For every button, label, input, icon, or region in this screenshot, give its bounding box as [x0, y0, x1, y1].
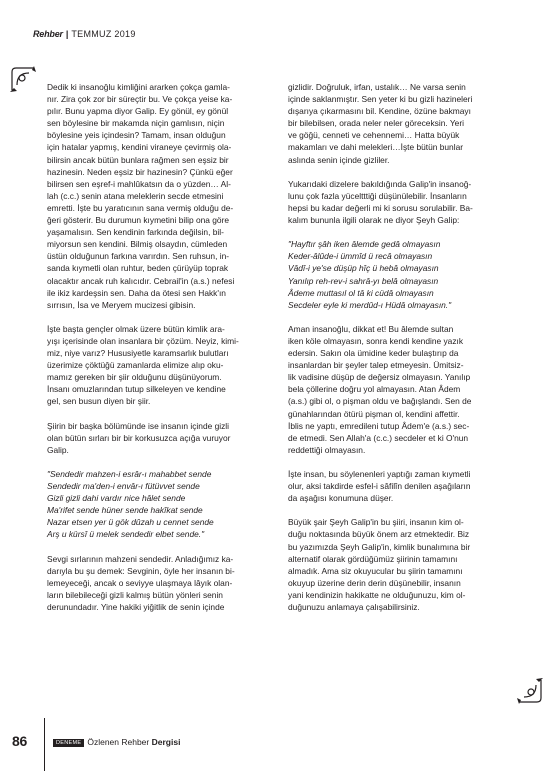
- text-line: miyorsun sen kendini. Bilmiş olsaydın, cümleden: [47, 239, 228, 250]
- text-line: hepsi bu kadar değerli mi ki sorusu sorulabilir. Ba-: [288, 202, 473, 213]
- text-line: gizlidir. Doğruluk, irfan, ustalık… Ne varsa senin: [288, 82, 466, 92]
- corner-ornament-bottom-right-icon: [515, 676, 545, 706]
- paragraph-gap: [47, 456, 277, 468]
- text-line: lah (c.c.) senin atana meleklerin secde etmesini: [47, 190, 224, 201]
- text-line: makamları ve dahi melekleri…İşte bütün bunlar: [288, 142, 464, 153]
- poem-line: "Hayftır şâh iken âlemde gedâ olmayasın: [288, 239, 441, 250]
- text-line: sanda kıymetli olan ruhtur, beden çürüyüp toprak: [47, 263, 229, 274]
- left-column: [47, 81, 277, 613]
- text-line: Dedik ki insanoğlu kimliğini ararken çokça gamla-: [47, 82, 230, 92]
- magazine-logo: Rehber: [33, 29, 63, 39]
- text-line: bilirsin ancak bütün bunlara rağmen sen eşsiz bir: [47, 154, 229, 165]
- text-line: kalım bununla ilgili olarak ne diyor Şeyh Galip:: [288, 215, 460, 226]
- header-separator: |: [65, 29, 69, 39]
- text-line: içinde saklanmıştır. Sen yeter ki bu gizli hazineleri: [288, 94, 473, 105]
- text-line: bilirsen sen eşref-i mahlûkatsın da o yüzden… Al-: [47, 178, 231, 189]
- poem-line: Ma'rifet sende hüner sende hakîkat sende: [47, 505, 203, 516]
- page-header: [33, 29, 136, 40]
- text-line: Galip.: [47, 444, 69, 455]
- poem-line: "Sendedir mahzen-i esrâr-ı mahabbet sende: [47, 469, 212, 479]
- poem-line: Vâdî-i ye'se düşüp hîç ü hebâ olmayasın: [288, 263, 439, 274]
- text-line: bu yazımızda Şeyh Galip'in, kimlik bunalımına bir: [288, 541, 471, 552]
- text-line: (a.s.) gibi ol, o pişman oldu ve bağışlandı. Sen de: [288, 396, 472, 407]
- text-line: lemeyeceği, ancak o seviyye ulaşmaya lâyık olan-: [47, 577, 233, 588]
- text-line: Aman insanoğlu, dikkat et! Bu âlemde sultan: [288, 323, 454, 334]
- text-line: sırrısın, İsa ve Meryem mucizesi gibisin.: [47, 299, 196, 310]
- footer-divider: [44, 718, 45, 771]
- text-line: yani kendinizin hakikatte ne olduğunuzu, kim ol-: [288, 589, 466, 600]
- text-line: aslında senin içinde gizliler.: [288, 154, 390, 165]
- text-line: hazinesin. Neden eşsiz bir hazinesin? Çünkü eğer: [47, 166, 233, 177]
- text-line: ve göğü, cenneti ve cehennemi… Hatta büyük: [288, 130, 460, 141]
- text-line: da aşağısı konumuna düşer.: [288, 493, 394, 504]
- text-line: edersin. Sakın ola ümidine keder bulaştırıp da: [288, 348, 459, 359]
- text-line: yaşamalısın. Sen kendinin farkında değilsin, bil-: [47, 227, 224, 238]
- poem-line: Yanılıp reh-rev-i sahrâ-yı belâ olmayasın: [288, 275, 439, 286]
- text-line: lik vadisine düşüp de değersiz olmayasın. Yanılıp: [288, 372, 471, 383]
- text-line: gel, sen busun diyen bir şiir.: [47, 396, 151, 407]
- text-line: derunundadır. Yine hakiki yiğitlik de senin içinde: [47, 602, 225, 613]
- poem-line: Secdeler eyle ki merdûd-ı Hüdâ olmayasın.": [288, 299, 452, 310]
- text-line: İşte başta gençler olmak üzere bütün kimlik ara-: [47, 323, 225, 334]
- text-line: lunu çok fazla yüceltttiği düşünülebilir. İnsanların: [288, 190, 467, 201]
- issue-date: TEMMUZ 2019: [71, 29, 136, 39]
- text-line: duğu noktasında büyük önem arz etmektedir. Biz: [288, 529, 470, 540]
- text-line: sen böylesine bir makamda niçin gamlısın, niçin: [47, 118, 225, 129]
- text-line: üzerimize çöktüğü zamanlarda elimize alıp oku-: [47, 360, 224, 371]
- paragraph-gap: [288, 166, 518, 178]
- corner-ornament-top-left-icon: [8, 64, 38, 94]
- poem-line: Âdeme muttasıl ol tâ ki cüdâ olmayasın: [288, 287, 434, 298]
- poem-line: Keder-âlûde-i ümmîd ü recâ olmayasın: [288, 251, 433, 262]
- text-line: okuyup üzerine derin derin düşünebilir, insanın: [288, 577, 461, 588]
- text-line: ların bilebileceği gizli kalmış bütün yönleri senin: [47, 589, 223, 600]
- text-line: olan bütün sırları bir bir korkusuzca açığa vuruyor: [47, 432, 231, 443]
- text-line: İblis ne yaptı, emredileni tutup Âdem'e (a.s.) sec-: [288, 420, 470, 431]
- text-line: olacaktır ancak ruh kalıcıdır. Cebrail'in (a.s.) nefesi: [47, 275, 235, 286]
- poem-line: Sendedir ma'den-i envâr-ı fütüvvet sende: [47, 481, 200, 492]
- right-column: [288, 81, 518, 613]
- text-line: Büyük şair Şeyh Galip'in bu şiiri, insanın kim ol-: [288, 517, 464, 528]
- text-line: pılır. Bunu yapma diyor Galip. Ey gönül, ey gönül: [47, 106, 229, 117]
- text-line: emretti. İşte bu yaratıcının sana vermiş olduğu de-: [47, 202, 234, 213]
- text-line: mamız gereken bir şiir olduğunu düşünüyorum.: [47, 372, 222, 383]
- text-line: yışı içerisinde olan insanlara bir çözüm. Neyiz, kimi-: [47, 335, 239, 346]
- text-line: alternatif olarak gördüğümüz şiirinin tamamını: [288, 553, 458, 564]
- text-line: İnsanı omuzlarından tutup silkeleyen ve kendine: [47, 384, 226, 395]
- paragraph-gap: [288, 456, 518, 468]
- paragraph-gap: [288, 226, 518, 238]
- text-line: böylesine yeis içindesin? Tamam, insan olduğun: [47, 130, 226, 141]
- text-line: ile ikiz kardeşsin sen. Daha da ötesi sen Hakk'ın: [47, 287, 226, 298]
- text-line: reddettiği olmayasın.: [288, 444, 366, 455]
- page-number: 86: [12, 733, 27, 749]
- section-badge: DENEME: [53, 739, 84, 747]
- text-line: üstün olduğunun farkına varırdın. Sen ruhsun, in-: [47, 251, 230, 262]
- paragraph-gap: [47, 311, 277, 323]
- text-line: nır. Zira çok zor bir süreçtir bu. Ve çokça yeise ka-: [47, 94, 233, 105]
- publication-name: Özlenen Rehber: [87, 737, 150, 747]
- text-line: Sevgi sırlarının mahzeni sendedir. Anladığımız ka-: [47, 553, 234, 564]
- text-line: dışarıya çıkarmasını bil. Kendine, özüne bakmayı: [288, 106, 471, 117]
- paragraph-gap: [47, 408, 277, 420]
- text-line: miz, niye varız? Hususiyetle karamsarlık bulutları: [47, 348, 229, 359]
- poem-line: Gizli gizli dahi vardır nice hâlet sende: [47, 493, 186, 504]
- text-line: günahlarından ötürü pişman ol, kendini affettir.: [288, 408, 460, 419]
- text-line: bela çöllerine doğru yol almayasın. Atan Âdem: [288, 384, 461, 395]
- text-line: olur, aksi takdirde esfel-i sâfilîn denilen aşağıların: [288, 481, 471, 492]
- text-line: insanlardan bir şeyler talep etmeyesin. Ümitsiz-: [288, 360, 464, 371]
- publication-name-bold: Dergisi: [151, 737, 181, 747]
- poem-line: Arş u kürsî ü melek sendedir elbet sende.": [47, 529, 205, 540]
- footer-publication: [53, 737, 180, 748]
- paragraph-gap: [47, 541, 277, 553]
- text-line: ğeri gösterir. Bu durumun kıymetini bilip ona göre: [47, 215, 230, 226]
- paragraph-gap: [288, 311, 518, 323]
- text-line: iken köle olmayasın, sonra kendi kendine yazık: [288, 335, 464, 346]
- text-line: duğunuzu anlamaya çalışabilirsiniz.: [288, 602, 420, 613]
- poem-line: Nazar etsen yer ü gök dûzah u cennet sende: [47, 517, 214, 528]
- text-line: darıyla bu şu demek: Sevginin, öyle her insanın bi-: [47, 565, 235, 576]
- text-line: İşte insan, bu söylenenleri yaptığı zaman kıymetli: [288, 469, 471, 479]
- paragraph-gap: [288, 504, 518, 516]
- text-line: almadık. Ama siz okuyucular bu şiirin tamamını: [288, 565, 463, 576]
- text-line: bir bilebilsen, orada neler neler göreceksin. Yeri: [288, 118, 464, 129]
- text-line: Yukarıdaki dizelere bakıldığında Galip'in insanoğ-: [288, 178, 472, 189]
- text-line: de etmedi. Sen Allah'a (c.c.) secdeler et ki O'nun: [288, 432, 469, 443]
- text-line: Şiirin bir başka bölümünde ise insanın içinde gizli: [47, 420, 230, 431]
- text-line: için hatalar yapmış, kendini viraneye çevirmiş ola-: [47, 142, 232, 153]
